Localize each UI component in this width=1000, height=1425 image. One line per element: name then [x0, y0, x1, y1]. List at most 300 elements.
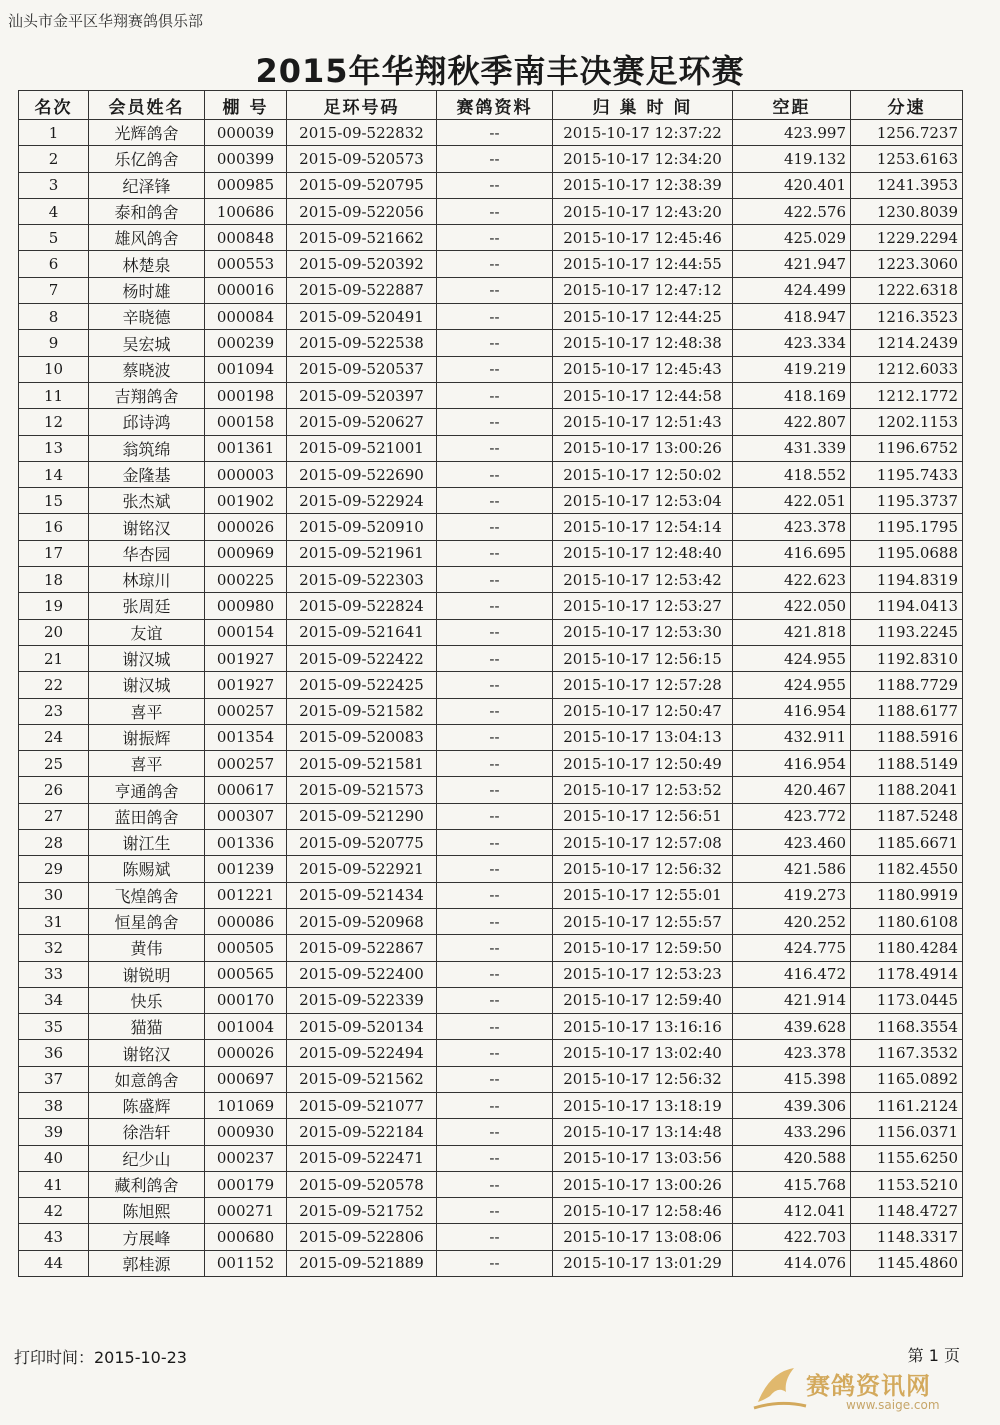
- loft-number-cell: 000848: [205, 225, 287, 251]
- member-name-cell: 华杏园: [89, 540, 205, 566]
- member-name-cell: 蓝田鸽舍: [89, 803, 205, 829]
- table-row: [19, 830, 963, 856]
- arrival-time-cell: 2015-10-17 12:53:27: [553, 593, 733, 619]
- distance-cell: 423.772: [733, 803, 851, 829]
- speed-cell: 1214.2439: [851, 330, 963, 356]
- member-name-cell: 吴宏城: [89, 330, 205, 356]
- distance-cell: 419.132: [733, 146, 851, 172]
- rank-cell: 39: [19, 1119, 89, 1145]
- rank-cell: 14: [19, 461, 89, 487]
- arrival-time-cell: 2015-10-17 12:59:50: [553, 935, 733, 961]
- pigeon-info-cell: --: [437, 593, 553, 619]
- pigeon-info-cell: --: [437, 251, 553, 277]
- pigeon-logo-icon: [750, 1362, 810, 1414]
- loft-number-cell: 100686: [205, 198, 287, 224]
- rank-cell: 16: [19, 514, 89, 540]
- distance-cell: 422.051: [733, 488, 851, 514]
- rank-cell: 9: [19, 330, 89, 356]
- club-name: 汕头市金平区华翔赛鸽俱乐部: [8, 12, 204, 30]
- loft-number-cell: 000505: [205, 935, 287, 961]
- distance-cell: 421.914: [733, 987, 851, 1013]
- column-header: 空距: [733, 91, 851, 120]
- distance-cell: 416.954: [733, 751, 851, 777]
- speed-cell: 1193.2245: [851, 619, 963, 645]
- arrival-time-cell: 2015-10-17 12:53:42: [553, 567, 733, 593]
- table-row: [19, 435, 963, 461]
- distance-cell: 431.339: [733, 435, 851, 461]
- distance-cell: 424.955: [733, 645, 851, 671]
- arrival-time-cell: 2015-10-17 12:57:08: [553, 830, 733, 856]
- ring-number-cell: 2015-09-522400: [287, 961, 437, 987]
- ring-number-cell: 2015-09-520083: [287, 724, 437, 750]
- member-name-cell: 方展峰: [89, 1224, 205, 1250]
- ring-number-cell: 2015-09-520392: [287, 251, 437, 277]
- arrival-time-cell: 2015-10-17 12:47:12: [553, 277, 733, 303]
- ring-number-cell: 2015-09-521290: [287, 803, 437, 829]
- speed-cell: 1167.3532: [851, 1040, 963, 1066]
- rank-cell: 13: [19, 435, 89, 461]
- rank-cell: 37: [19, 1066, 89, 1092]
- loft-number-cell: 000697: [205, 1066, 287, 1092]
- pigeon-info-cell: --: [437, 935, 553, 961]
- distance-cell: 419.273: [733, 882, 851, 908]
- distance-cell: 423.334: [733, 330, 851, 356]
- arrival-time-cell: 2015-10-17 12:53:52: [553, 777, 733, 803]
- member-name-cell: 陈盛辉: [89, 1092, 205, 1118]
- rank-cell: 44: [19, 1250, 89, 1276]
- pigeon-info-cell: --: [437, 672, 553, 698]
- arrival-time-cell: 2015-10-17 12:50:47: [553, 698, 733, 724]
- rank-cell: 30: [19, 882, 89, 908]
- speed-cell: 1188.7729: [851, 672, 963, 698]
- table-row: [19, 1224, 963, 1250]
- speed-cell: 1216.3523: [851, 304, 963, 330]
- pigeon-info-cell: --: [437, 330, 553, 356]
- pigeon-info-cell: --: [437, 198, 553, 224]
- table-row: [19, 698, 963, 724]
- distance-cell: 433.296: [733, 1119, 851, 1145]
- pigeon-info-cell: --: [437, 356, 553, 382]
- rank-cell: 21: [19, 645, 89, 671]
- member-name-cell: 猫猫: [89, 1014, 205, 1040]
- member-name-cell: 陈赐斌: [89, 856, 205, 882]
- arrival-time-cell: 2015-10-17 13:00:26: [553, 1171, 733, 1197]
- loft-number-cell: 000039: [205, 120, 287, 146]
- print-time: 打印时间：2015-10-23: [14, 1348, 187, 1367]
- pigeon-info-cell: --: [437, 435, 553, 461]
- loft-number-cell: 001239: [205, 856, 287, 882]
- speed-cell: 1192.8310: [851, 645, 963, 671]
- loft-number-cell: 000026: [205, 1040, 287, 1066]
- member-name-cell: 林楚泉: [89, 251, 205, 277]
- speed-cell: 1223.3060: [851, 251, 963, 277]
- loft-number-cell: 001927: [205, 645, 287, 671]
- table-row: [19, 856, 963, 882]
- distance-cell: 420.588: [733, 1145, 851, 1171]
- pigeon-info-cell: --: [437, 540, 553, 566]
- member-name-cell: 恒星鸽舍: [89, 908, 205, 934]
- ring-number-cell: 2015-09-520491: [287, 304, 437, 330]
- loft-number-cell: 000003: [205, 461, 287, 487]
- ring-number-cell: 2015-09-522924: [287, 488, 437, 514]
- loft-number-cell: 000237: [205, 1145, 287, 1171]
- pigeon-info-cell: --: [437, 1066, 553, 1092]
- ring-number-cell: 2015-09-522056: [287, 198, 437, 224]
- loft-number-cell: 000307: [205, 803, 287, 829]
- speed-cell: 1195.3737: [851, 488, 963, 514]
- table-row: [19, 1119, 963, 1145]
- arrival-time-cell: 2015-10-17 12:48:38: [553, 330, 733, 356]
- member-name-cell: 纪泽锋: [89, 172, 205, 198]
- loft-number-cell: 000271: [205, 1198, 287, 1224]
- results-table: [18, 90, 963, 1277]
- member-name-cell: 张周廷: [89, 593, 205, 619]
- table-row: [19, 803, 963, 829]
- rank-cell: 35: [19, 1014, 89, 1040]
- rank-cell: 34: [19, 987, 89, 1013]
- table-row: [19, 225, 963, 251]
- ring-number-cell: 2015-09-522184: [287, 1119, 437, 1145]
- rank-cell: 32: [19, 935, 89, 961]
- loft-number-cell: 000553: [205, 251, 287, 277]
- ring-number-cell: 2015-09-522887: [287, 277, 437, 303]
- speed-cell: 1148.3317: [851, 1224, 963, 1250]
- distance-cell: 420.467: [733, 777, 851, 803]
- loft-number-cell: 000680: [205, 1224, 287, 1250]
- loft-number-cell: 001354: [205, 724, 287, 750]
- loft-number-cell: 000170: [205, 987, 287, 1013]
- table-row: [19, 488, 963, 514]
- member-name-cell: 光辉鸽舍: [89, 120, 205, 146]
- pigeon-info-cell: --: [437, 304, 553, 330]
- arrival-time-cell: 2015-10-17 12:59:40: [553, 987, 733, 1013]
- ring-number-cell: 2015-09-522339: [287, 987, 437, 1013]
- pigeon-info-cell: --: [437, 1119, 553, 1145]
- loft-number-cell: 001361: [205, 435, 287, 461]
- pigeon-info-cell: --: [437, 461, 553, 487]
- speed-cell: 1195.7433: [851, 461, 963, 487]
- arrival-time-cell: 2015-10-17 13:00:26: [553, 435, 733, 461]
- arrival-time-cell: 2015-10-17 13:16:16: [553, 1014, 733, 1040]
- member-name-cell: 纪少山: [89, 1145, 205, 1171]
- ring-number-cell: 2015-09-522690: [287, 461, 437, 487]
- distance-cell: 420.252: [733, 908, 851, 934]
- distance-cell: 422.623: [733, 567, 851, 593]
- distance-cell: 424.955: [733, 672, 851, 698]
- ring-number-cell: 2015-09-521562: [287, 1066, 437, 1092]
- arrival-time-cell: 2015-10-17 13:01:29: [553, 1250, 733, 1276]
- ring-number-cell: 2015-09-520537: [287, 356, 437, 382]
- loft-number-cell: 000257: [205, 698, 287, 724]
- distance-cell: 416.954: [733, 698, 851, 724]
- distance-cell: 422.703: [733, 1224, 851, 1250]
- distance-cell: 423.997: [733, 120, 851, 146]
- distance-cell: 423.378: [733, 1040, 851, 1066]
- pigeon-info-cell: --: [437, 1145, 553, 1171]
- loft-number-cell: 000399: [205, 146, 287, 172]
- table-row: [19, 567, 963, 593]
- member-name-cell: 郭桂源: [89, 1250, 205, 1276]
- arrival-time-cell: 2015-10-17 12:45:43: [553, 356, 733, 382]
- pigeon-info-cell: --: [437, 514, 553, 540]
- ring-number-cell: 2015-09-521573: [287, 777, 437, 803]
- pigeon-info-cell: --: [437, 1040, 553, 1066]
- speed-cell: 1195.0688: [851, 540, 963, 566]
- arrival-time-cell: 2015-10-17 12:56:32: [553, 1066, 733, 1092]
- pigeon-info-cell: --: [437, 567, 553, 593]
- speed-cell: 1230.8039: [851, 198, 963, 224]
- table-row: [19, 672, 963, 698]
- rank-cell: 20: [19, 619, 89, 645]
- pigeon-info-cell: --: [437, 645, 553, 671]
- rank-cell: 36: [19, 1040, 89, 1066]
- rank-cell: 2: [19, 146, 89, 172]
- pigeon-info-cell: --: [437, 1171, 553, 1197]
- member-name-cell: 翁筑绵: [89, 435, 205, 461]
- member-name-cell: 谢铭汉: [89, 1040, 205, 1066]
- arrival-time-cell: 2015-10-17 13:08:06: [553, 1224, 733, 1250]
- table-row: [19, 751, 963, 777]
- speed-cell: 1188.5916: [851, 724, 963, 750]
- pigeon-info-cell: --: [437, 382, 553, 408]
- pigeon-info-cell: --: [437, 803, 553, 829]
- loft-number-cell: 000084: [205, 304, 287, 330]
- arrival-time-cell: 2015-10-17 13:04:13: [553, 724, 733, 750]
- table-row: [19, 908, 963, 934]
- speed-cell: 1188.5149: [851, 751, 963, 777]
- member-name-cell: 金隆基: [89, 461, 205, 487]
- speed-cell: 1195.1795: [851, 514, 963, 540]
- rank-cell: 38: [19, 1092, 89, 1118]
- distance-cell: 421.818: [733, 619, 851, 645]
- pigeon-info-cell: --: [437, 225, 553, 251]
- loft-number-cell: 001152: [205, 1250, 287, 1276]
- pigeon-info-cell: --: [437, 882, 553, 908]
- ring-number-cell: 2015-09-522867: [287, 935, 437, 961]
- member-name-cell: 辛晓德: [89, 304, 205, 330]
- distance-cell: 416.472: [733, 961, 851, 987]
- speed-cell: 1156.0371: [851, 1119, 963, 1145]
- distance-cell: 414.076: [733, 1250, 851, 1276]
- pigeon-info-cell: --: [437, 1014, 553, 1040]
- speed-cell: 1196.6752: [851, 435, 963, 461]
- member-name-cell: 飞煌鸽舍: [89, 882, 205, 908]
- distance-cell: 421.586: [733, 856, 851, 882]
- loft-number-cell: 000969: [205, 540, 287, 566]
- speed-cell: 1178.4914: [851, 961, 963, 987]
- loft-number-cell: 000980: [205, 593, 287, 619]
- rank-cell: 3: [19, 172, 89, 198]
- rank-cell: 23: [19, 698, 89, 724]
- watermark-logo: [750, 1362, 980, 1414]
- pigeon-info-cell: --: [437, 830, 553, 856]
- speed-cell: 1145.4860: [851, 1250, 963, 1276]
- speed-cell: 1168.3554: [851, 1014, 963, 1040]
- distance-cell: 418.169: [733, 382, 851, 408]
- column-header: 分速: [851, 91, 963, 120]
- rank-cell: 22: [19, 672, 89, 698]
- loft-number-cell: 000086: [205, 908, 287, 934]
- arrival-time-cell: 2015-10-17 12:55:57: [553, 908, 733, 934]
- table-row: [19, 1092, 963, 1118]
- rank-cell: 11: [19, 382, 89, 408]
- ring-number-cell: 2015-09-520910: [287, 514, 437, 540]
- pigeon-info-cell: --: [437, 777, 553, 803]
- loft-number-cell: 000565: [205, 961, 287, 987]
- ring-number-cell: 2015-09-522921: [287, 856, 437, 882]
- table-row: [19, 724, 963, 750]
- pigeon-info-cell: --: [437, 488, 553, 514]
- ring-number-cell: 2015-09-520573: [287, 146, 437, 172]
- loft-number-cell: 001094: [205, 356, 287, 382]
- arrival-time-cell: 2015-10-17 12:53:23: [553, 961, 733, 987]
- member-name-cell: 徐浩轩: [89, 1119, 205, 1145]
- table-row: [19, 1066, 963, 1092]
- loft-number-cell: 000179: [205, 1171, 287, 1197]
- arrival-time-cell: 2015-10-17 13:18:19: [553, 1092, 733, 1118]
- speed-cell: 1155.6250: [851, 1145, 963, 1171]
- table-row: [19, 1145, 963, 1171]
- rank-cell: 27: [19, 803, 89, 829]
- ring-number-cell: 2015-09-520134: [287, 1014, 437, 1040]
- table-row: [19, 461, 963, 487]
- member-name-cell: 谢汉城: [89, 645, 205, 671]
- rank-cell: 12: [19, 409, 89, 435]
- ring-number-cell: 2015-09-521434: [287, 882, 437, 908]
- ring-number-cell: 2015-09-520775: [287, 830, 437, 856]
- member-name-cell: 亨通鸽舍: [89, 777, 205, 803]
- member-name-cell: 如意鸽舍: [89, 1066, 205, 1092]
- loft-number-cell: 001902: [205, 488, 287, 514]
- pigeon-info-cell: --: [437, 172, 553, 198]
- member-name-cell: 陈旭熙: [89, 1198, 205, 1224]
- member-name-cell: 喜平: [89, 698, 205, 724]
- distance-cell: 416.695: [733, 540, 851, 566]
- table-row: [19, 1040, 963, 1066]
- loft-number-cell: 000154: [205, 619, 287, 645]
- arrival-time-cell: 2015-10-17 12:57:28: [553, 672, 733, 698]
- watermark-url: www.saige.com: [846, 1398, 940, 1412]
- ring-number-cell: 2015-09-520578: [287, 1171, 437, 1197]
- ring-number-cell: 2015-09-521582: [287, 698, 437, 724]
- table-body: [19, 120, 963, 1277]
- loft-number-cell: 001927: [205, 672, 287, 698]
- ring-number-cell: 2015-09-522425: [287, 672, 437, 698]
- arrival-time-cell: 2015-10-17 12:51:43: [553, 409, 733, 435]
- rank-cell: 43: [19, 1224, 89, 1250]
- distance-cell: 432.911: [733, 724, 851, 750]
- distance-cell: 419.219: [733, 356, 851, 382]
- rank-cell: 7: [19, 277, 89, 303]
- distance-cell: 422.576: [733, 198, 851, 224]
- speed-cell: 1194.0413: [851, 593, 963, 619]
- distance-cell: 418.947: [733, 304, 851, 330]
- table-row: [19, 1198, 963, 1224]
- distance-cell: 420.401: [733, 172, 851, 198]
- ring-number-cell: 2015-09-521961: [287, 540, 437, 566]
- member-name-cell: 张杰斌: [89, 488, 205, 514]
- pigeon-info-cell: --: [437, 1224, 553, 1250]
- speed-cell: 1153.5210: [851, 1171, 963, 1197]
- member-name-cell: 谢汉城: [89, 672, 205, 698]
- ring-number-cell: 2015-09-521752: [287, 1198, 437, 1224]
- rank-cell: 10: [19, 356, 89, 382]
- speed-cell: 1185.6671: [851, 830, 963, 856]
- pigeon-info-cell: --: [437, 1198, 553, 1224]
- arrival-time-cell: 2015-10-17 12:56:51: [553, 803, 733, 829]
- rank-cell: 17: [19, 540, 89, 566]
- speed-cell: 1212.1772: [851, 382, 963, 408]
- rank-cell: 25: [19, 751, 89, 777]
- table-row: [19, 1171, 963, 1197]
- arrival-time-cell: 2015-10-17 12:43:20: [553, 198, 733, 224]
- arrival-time-cell: 2015-10-17 12:50:02: [553, 461, 733, 487]
- pigeon-info-cell: --: [437, 120, 553, 146]
- arrival-time-cell: 2015-10-17 12:45:46: [553, 225, 733, 251]
- distance-cell: 423.460: [733, 830, 851, 856]
- ring-number-cell: 2015-09-521581: [287, 751, 437, 777]
- arrival-time-cell: 2015-10-17 13:14:48: [553, 1119, 733, 1145]
- ring-number-cell: 2015-09-520968: [287, 908, 437, 934]
- member-name-cell: 蔡晓波: [89, 356, 205, 382]
- table-row: [19, 1014, 963, 1040]
- pigeon-info-cell: --: [437, 409, 553, 435]
- pigeon-info-cell: --: [437, 987, 553, 1013]
- table-row: [19, 882, 963, 908]
- member-name-cell: 友谊: [89, 619, 205, 645]
- distance-cell: 424.499: [733, 277, 851, 303]
- distance-cell: 423.378: [733, 514, 851, 540]
- loft-number-cell: 000026: [205, 514, 287, 540]
- speed-cell: 1173.0445: [851, 987, 963, 1013]
- table-row: [19, 514, 963, 540]
- member-name-cell: 泰和鸽舍: [89, 198, 205, 224]
- speed-cell: 1180.4284: [851, 935, 963, 961]
- ring-number-cell: 2015-09-522471: [287, 1145, 437, 1171]
- pigeon-info-cell: --: [437, 1250, 553, 1276]
- member-name-cell: 藏利鸽舍: [89, 1171, 205, 1197]
- pigeon-info-cell: --: [437, 146, 553, 172]
- loft-number-cell: 000198: [205, 382, 287, 408]
- rank-cell: 6: [19, 251, 89, 277]
- arrival-time-cell: 2015-10-17 13:03:56: [553, 1145, 733, 1171]
- ring-number-cell: 2015-09-522422: [287, 645, 437, 671]
- rank-cell: 29: [19, 856, 89, 882]
- loft-number-cell: 000158: [205, 409, 287, 435]
- distance-cell: 424.775: [733, 935, 851, 961]
- ring-number-cell: 2015-09-522832: [287, 120, 437, 146]
- ring-number-cell: 2015-09-522806: [287, 1224, 437, 1250]
- table-row: [19, 382, 963, 408]
- pigeon-info-cell: --: [437, 724, 553, 750]
- column-header: 足环号码: [287, 91, 437, 120]
- rank-cell: 5: [19, 225, 89, 251]
- member-name-cell: 乐亿鸽舍: [89, 146, 205, 172]
- column-header: 归 巢 时 间: [553, 91, 733, 120]
- distance-cell: 439.306: [733, 1092, 851, 1118]
- rank-cell: 15: [19, 488, 89, 514]
- table-row: [19, 146, 963, 172]
- loft-number-cell: 001221: [205, 882, 287, 908]
- member-name-cell: 吉翔鸽舍: [89, 382, 205, 408]
- table-row: [19, 120, 963, 146]
- member-name-cell: 谢锐明: [89, 961, 205, 987]
- speed-cell: 1180.9919: [851, 882, 963, 908]
- table-row: [19, 277, 963, 303]
- speed-cell: 1241.3953: [851, 172, 963, 198]
- ring-number-cell: 2015-09-520627: [287, 409, 437, 435]
- rank-cell: 28: [19, 830, 89, 856]
